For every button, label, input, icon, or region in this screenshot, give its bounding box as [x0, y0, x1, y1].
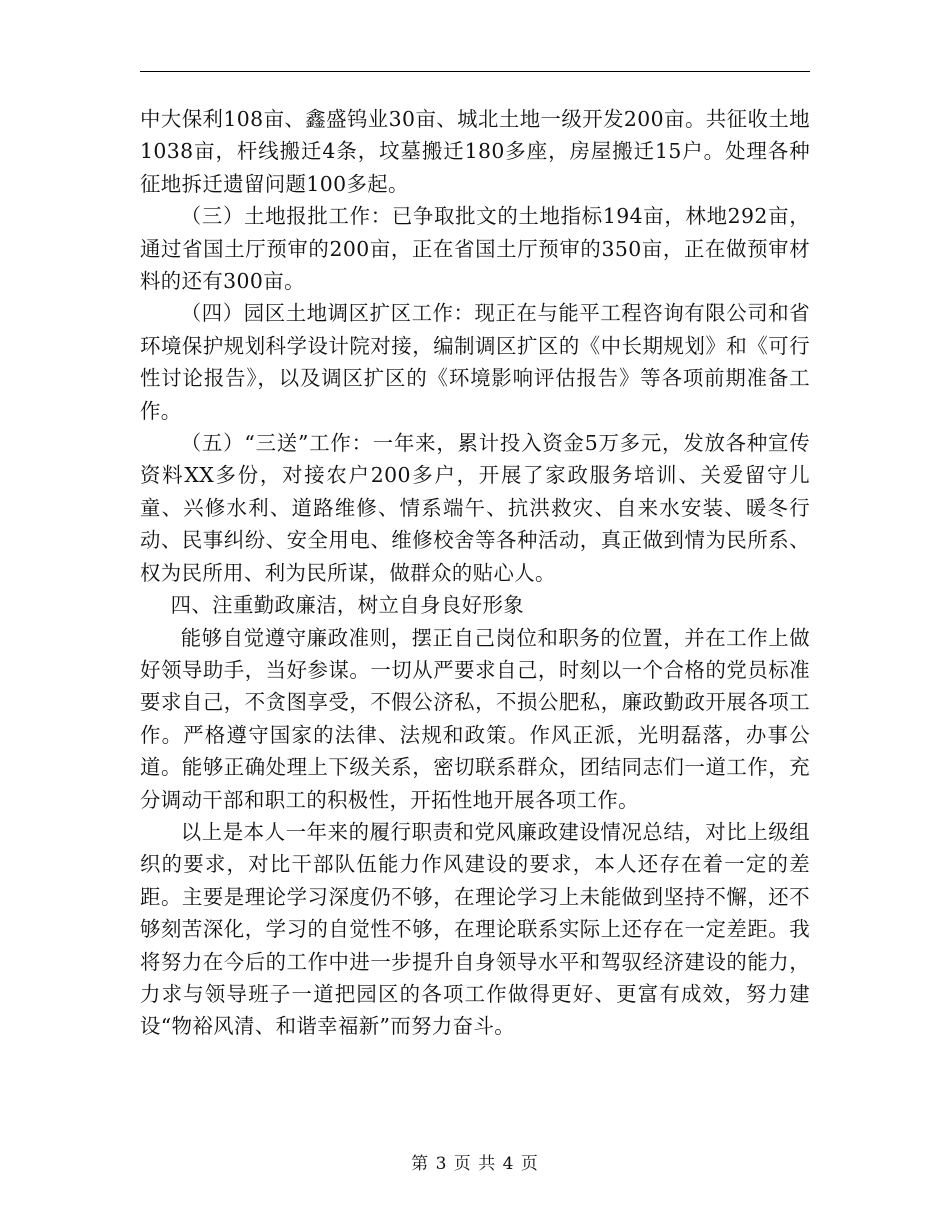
page-number-footer: 第 3 页 共 4 页	[411, 1154, 539, 1174]
paragraph-land-approval: （三）土地报批工作：已争取批文的土地指标194亩，林地292亩，通过省国土厅预审的200亩，正在省国土厅预审的350亩，正在做预审材料的还有300亩。	[140, 204, 810, 294]
header-rule	[140, 71, 810, 72]
paragraph-zone-expansion: （四）园区土地调区扩区工作：现正在与能平工程咨询有限公司和省环境保护规划科学设计院对接，编制调区扩区的《中长期规划》和《可行性讨论报告》，以及调区扩区的《环境影响评估报告》等各项前期准备工作。	[140, 301, 810, 423]
section-heading-integrity: 四、注重勤政廉洁，树立自身良好形象	[170, 593, 525, 618]
paragraph-land-acquisition: 中大保利108亩、鑫盛钨业30亩、城北土地一级开发200亩。共征收土地1038亩，杆线搬迁4条，坟墓搬迁180多座，房屋搬迁15户。处理各种征地拆迁遗留问题100多起。	[140, 107, 810, 196]
paragraph-three-deliveries: （五）“三送”工作：一年来，累计投入资金5万多元，发放各种宣传资料XX多份，对接农户200多户，开展了家政服务培训、关爱留守儿童、兴修水利、道路维修、情系端午、抗洪救灾、自来水安装、暖冬行动、民事纠纷、安全用电、维修校舍等各种活动，真正做到情为民所系、权为民所用、利为民所谋，做群众的贴心人。	[140, 431, 810, 585]
document-body	[140, 103, 810, 1043]
paragraph-summary: 以上是本人一年来的履行职责和党风廉政建设情况总结，对比上级组织的要求，对比干部队伍能力作风建设的要求，本人还存在着一定的差距。主要是理论学习深度仍不够，在理论学习上未能做到坚持不懈，还不够刻苦深化，学习的自觉性不够，在理论联系实际上还存在一定差距。我将努力在今后的工作中进一步提升自身领导水平和驾驭经济建设的能力，力求与领导班子一道把园区的各项工作做得更好、更富有成效，努力建设“物裕风清、和谐幸福新”而努力奋斗。	[140, 819, 810, 1039]
paragraph-integrity: 能够自觉遵守廉政准则，摆正自己岗位和职务的位置，并在工作上做好领导助手，当好参谋。一切从严要求自己，时刻以一个合格的党员标准要求自己，不贪图享受，不假公济私，不损公肥私，廉政勤政开展各项工作。严格遵守国家的法律、法规和政策。作风正派，光明磊落，办事公道。能够正确处理上下级关系，密切联系群众，团结同志们一道工作，充分调动干部和职工的积极性，开拓性地开展各项工作。	[140, 625, 810, 812]
